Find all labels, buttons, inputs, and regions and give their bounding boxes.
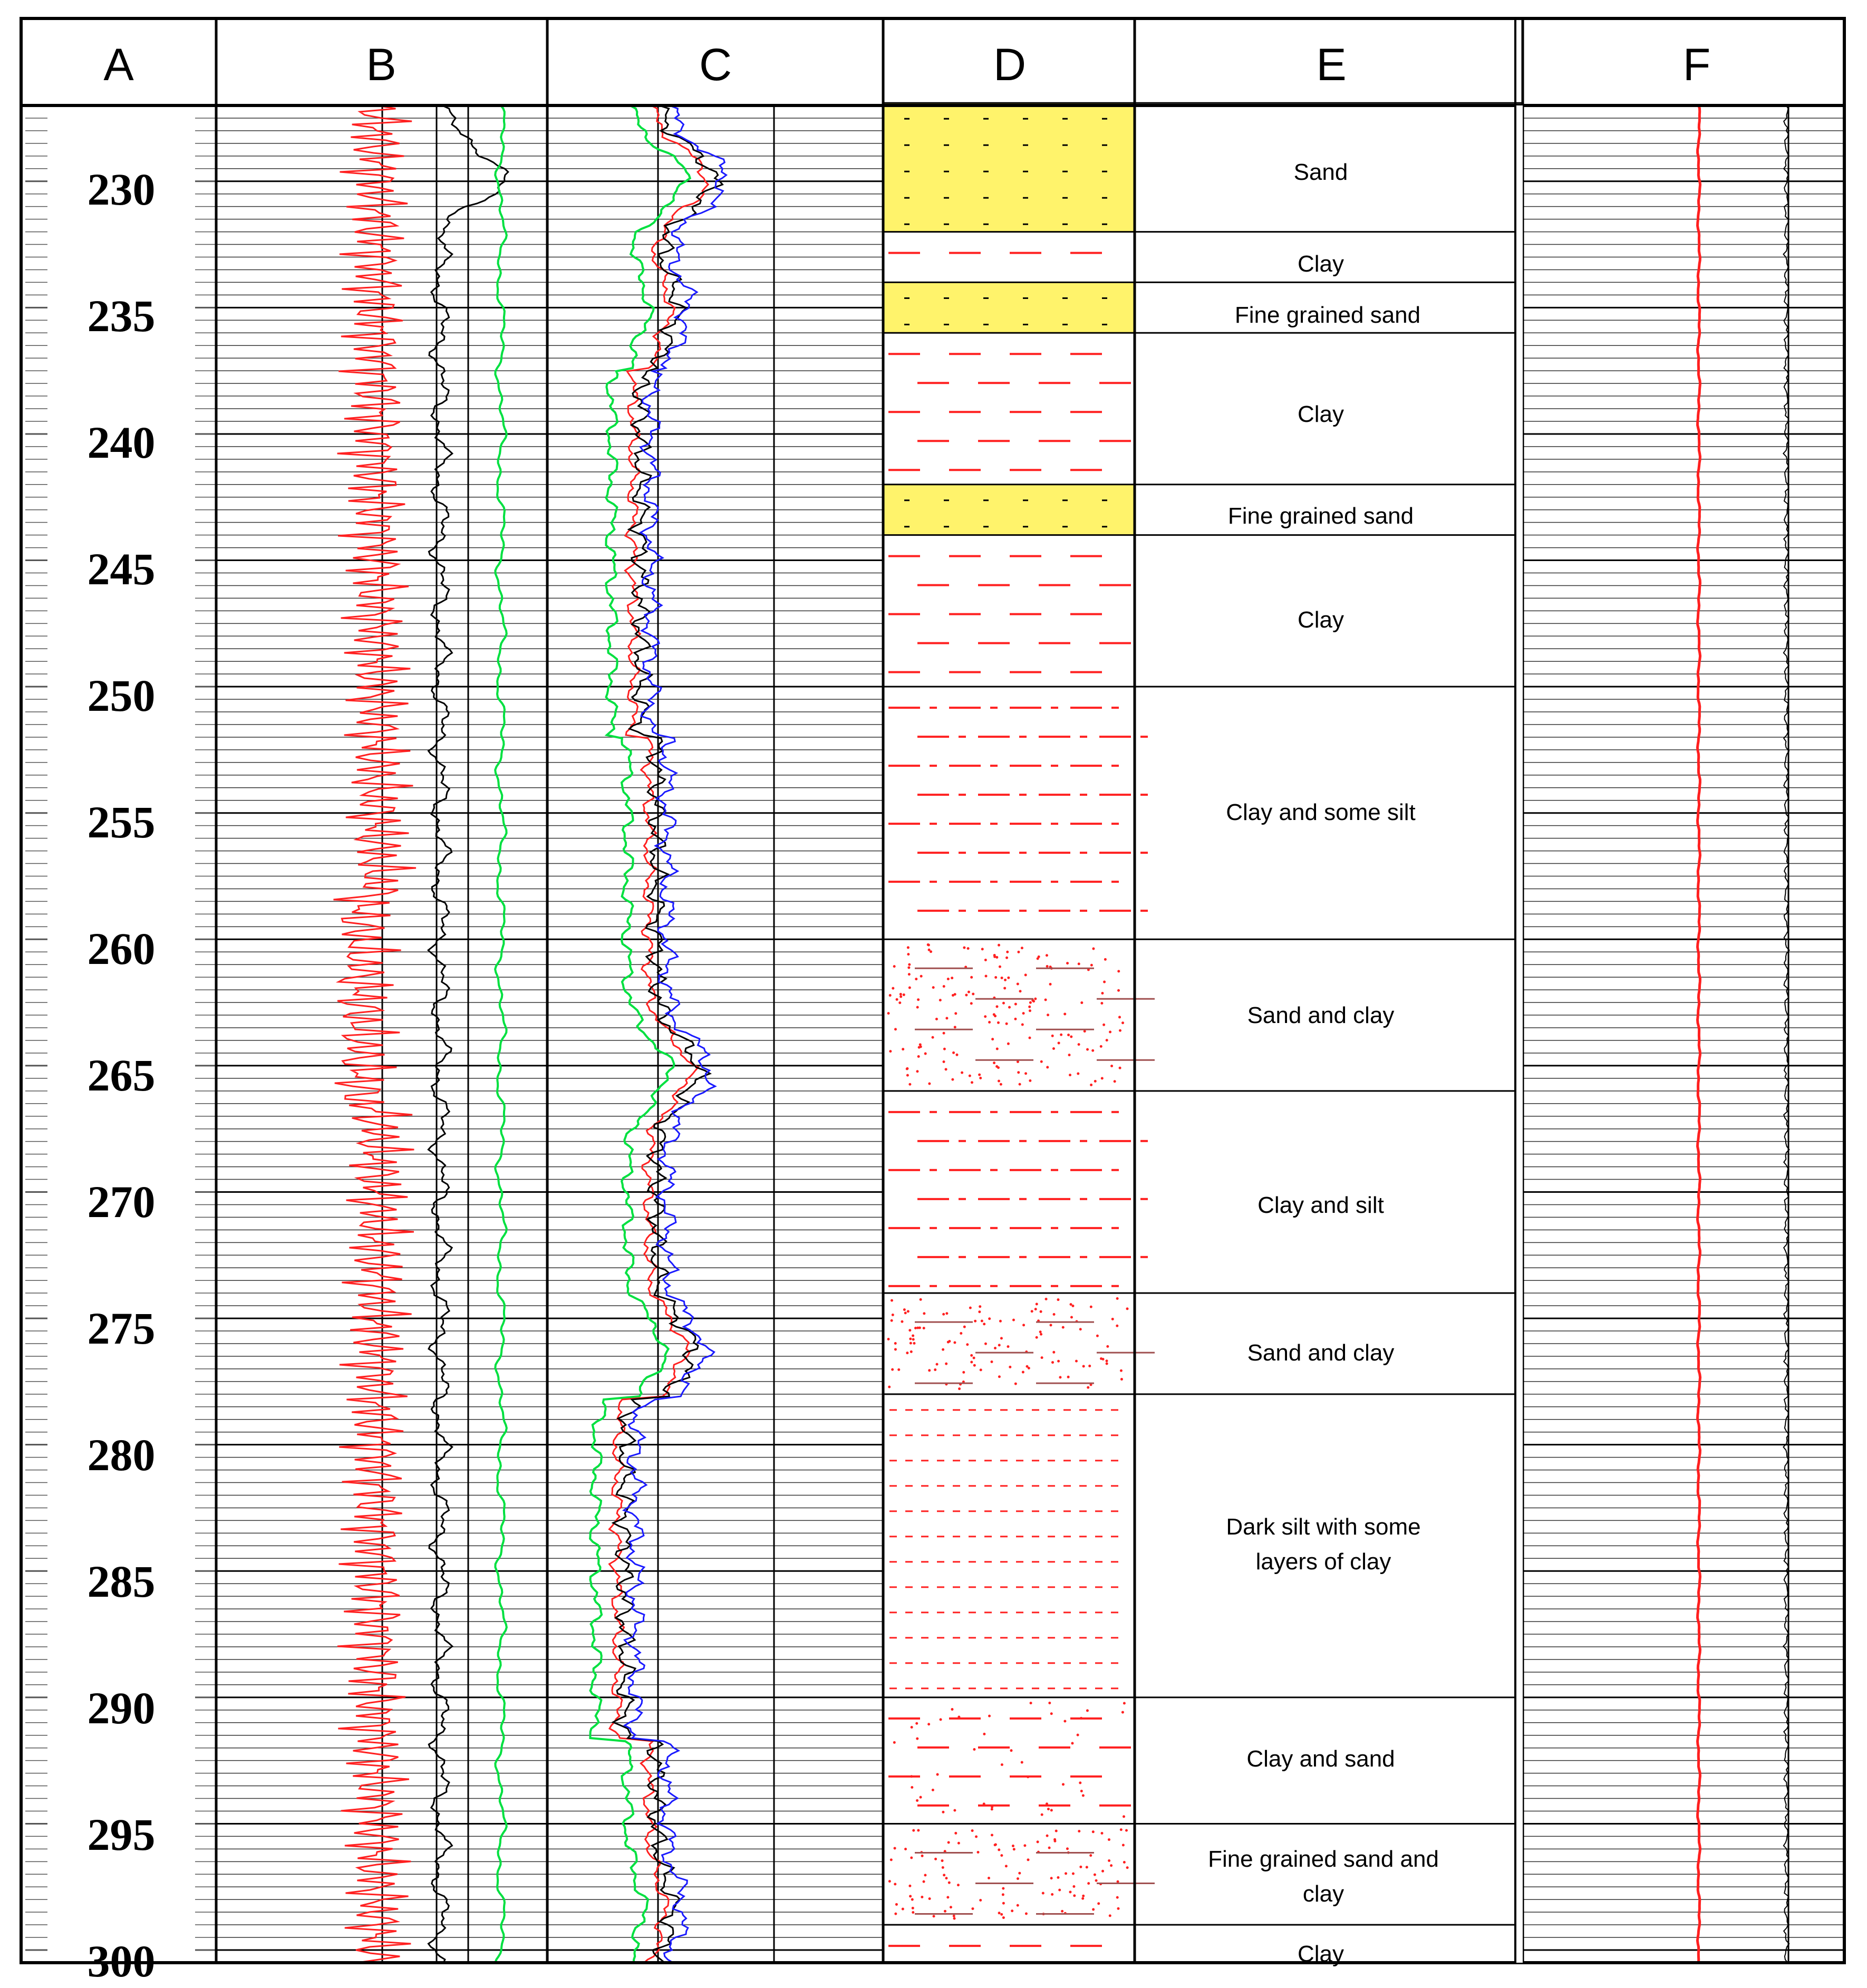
sand-fill	[883, 103, 1135, 231]
layer-description: Dark silt with some layers of clay	[1226, 1514, 1421, 1575]
layer-description: Clay and some silt	[1226, 799, 1416, 825]
lithology-layer-sand	[883, 282, 1523, 333]
layer-description: Clay	[1297, 607, 1344, 633]
header-f: F	[1682, 40, 1711, 90]
lithology-layer-clay_silt	[883, 1091, 1523, 1286]
layer-description: Clay	[1297, 401, 1344, 427]
layer-description: Sand	[1293, 159, 1348, 185]
depth-label: 265	[87, 1050, 156, 1101]
layer-description: Fine grained sand and clay	[1208, 1846, 1439, 1907]
header-e: E	[1316, 40, 1347, 90]
resistivity-curve-black	[613, 105, 722, 1963]
layer-description: Sand and clay	[1247, 1340, 1395, 1366]
depth-labels	[88, 164, 156, 1986]
temperature-curve-red	[1697, 105, 1700, 1963]
depth-label: 230	[87, 164, 156, 215]
depth-label: 245	[87, 544, 156, 594]
track-headers	[103, 40, 1710, 90]
layer-description: Clay and silt	[1257, 1192, 1384, 1218]
track-gap	[1515, 105, 1523, 1963]
depth-label: 270	[87, 1176, 156, 1227]
lithology-layer-silt	[883, 1394, 1523, 1688]
header-c: C	[699, 40, 732, 90]
depth-label: 260	[87, 923, 156, 974]
depth-label: 295	[87, 1809, 156, 1860]
lithology-layer-clay	[883, 333, 1523, 470]
header-b: B	[366, 40, 396, 90]
layer-description: Fine grained sand	[1227, 503, 1414, 529]
lithology-layer-clay	[883, 232, 1523, 253]
depth-label: 235	[87, 291, 156, 341]
lithology-column	[883, 103, 1523, 1946]
depth-label: 240	[87, 417, 156, 468]
lithology-layer-clay	[883, 1925, 1523, 1946]
lithology-layer-sand	[883, 103, 1523, 231]
depth-label: 285	[87, 1556, 156, 1607]
caliper-curve-green	[495, 105, 507, 1963]
depth-label: 255	[87, 797, 156, 847]
lithology-layer-clay	[883, 535, 1523, 672]
header-d: D	[993, 40, 1027, 90]
sand-fill	[883, 485, 1135, 535]
depth-label: 280	[87, 1430, 156, 1480]
lithology-descriptions	[1208, 159, 1439, 1967]
layer-description: Clay and sand	[1246, 1746, 1395, 1772]
lithology-layer-sand	[883, 485, 1523, 535]
lithology-layer-clay_silt	[883, 687, 1523, 911]
layer-description: Clay	[1297, 251, 1344, 277]
depth-label: 300	[87, 1936, 156, 1986]
depth-grid	[25, 105, 1844, 1963]
lithology-layer-clay_sand	[883, 1697, 1523, 1818]
header-a: A	[103, 40, 134, 90]
lithology-layer-sand_clay	[883, 939, 1523, 1086]
layer-description: Fine grained sand	[1234, 302, 1421, 328]
depth-label: 290	[87, 1683, 156, 1733]
layer-description: Clay	[1297, 1941, 1344, 1967]
lithology-layer-sand_clay	[883, 1293, 1523, 1390]
depth-label: 275	[87, 1303, 156, 1354]
gamma-curve-red	[334, 105, 417, 1963]
sand-fill	[883, 282, 1135, 333]
depth-label: 250	[87, 670, 156, 721]
layer-description: Sand and clay	[1247, 1002, 1395, 1028]
